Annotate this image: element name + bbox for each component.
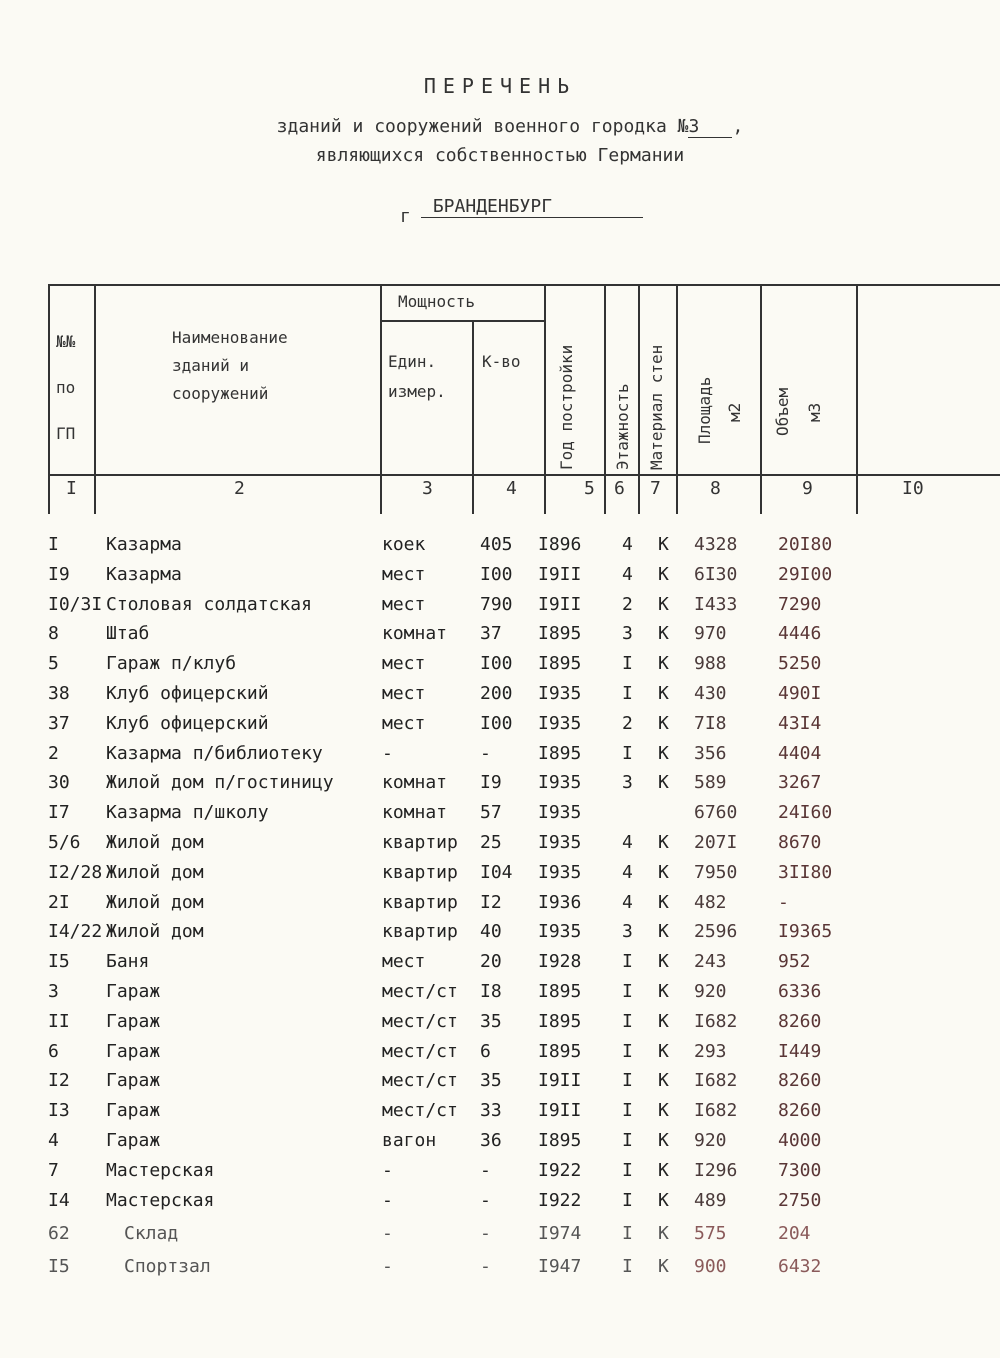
table-row <box>0 653 1000 683</box>
row-area: 970 <box>694 623 727 645</box>
row-quantity: 790 <box>480 593 513 615</box>
row-name: Казарма п/библиотеку <box>106 742 323 764</box>
row-unit: квартир <box>382 891 458 913</box>
row-volume: 490I <box>778 683 822 704</box>
settlement-number: 3 <box>688 116 732 138</box>
row-area: 7950 <box>694 861 738 883</box>
col-number-6: 6 <box>614 478 625 499</box>
row-floors: I <box>622 683 633 704</box>
subtitle-line-1-suffix: , <box>732 116 744 137</box>
row-area: 920 <box>694 981 727 1002</box>
row-unit: - <box>382 1159 393 1181</box>
row-area: 207I <box>694 832 738 853</box>
row-number: I4/22 <box>48 921 103 943</box>
row-volume: 6336 <box>778 981 822 1002</box>
row-year: I895 <box>538 981 582 1002</box>
col-area-l1: Площадь <box>695 376 714 444</box>
row-quantity: - <box>480 1222 491 1244</box>
row-material: К <box>658 1189 669 1211</box>
row-floors: 4 <box>622 534 633 555</box>
col-border-7 <box>676 284 678 514</box>
row-area: 243 <box>694 951 727 973</box>
col-number-10: I0 <box>902 478 924 499</box>
table-row <box>0 1190 1000 1220</box>
row-name: Мастерская <box>106 1189 215 1211</box>
row-material: К <box>658 742 669 764</box>
col-border-1 <box>94 284 96 514</box>
row-number: 30 <box>48 772 70 794</box>
row-year: I922 <box>538 1189 582 1211</box>
table-row <box>0 1160 1000 1190</box>
row-floors: 4 <box>622 563 633 585</box>
row-volume: 7300 <box>778 1159 822 1181</box>
row-quantity: 57 <box>480 802 502 824</box>
col-number-9: 9 <box>802 478 813 499</box>
col-no-l2: по <box>56 378 76 397</box>
row-volume: 4000 <box>778 1130 822 1151</box>
col-border-8 <box>760 284 762 514</box>
col-number-2: 2 <box>234 478 245 499</box>
row-year: I936 <box>538 891 582 913</box>
city-name: БРАНДЕНБУРГ <box>421 196 643 218</box>
col-volume-l2: м3 <box>805 402 824 422</box>
row-area: I682 <box>694 1070 738 1092</box>
row-unit: - <box>382 742 393 764</box>
row-floors: I <box>622 1040 633 1062</box>
row-name: Казарма п/школу <box>106 802 269 824</box>
row-volume: 3267 <box>778 772 822 794</box>
row-area: 589 <box>694 772 727 794</box>
row-unit: - <box>382 1222 393 1244</box>
row-floors: I <box>622 951 633 973</box>
row-year: I9II <box>538 1070 582 1092</box>
row-material: К <box>658 563 669 585</box>
row-material: К <box>658 683 669 704</box>
row-material: К <box>658 832 669 853</box>
table-header <box>48 284 1000 516</box>
row-name: Жилой дом <box>106 921 204 943</box>
row-quantity: - <box>480 1189 491 1211</box>
table-row <box>0 1041 1000 1071</box>
row-material: К <box>658 1222 669 1244</box>
city-line <box>400 196 643 227</box>
row-name: Гараж <box>106 1130 161 1151</box>
row-unit: мест/ст <box>382 981 458 1002</box>
subtitle-line-2: являющихся собственностью Германии <box>315 145 685 166</box>
row-volume: 2750 <box>778 1189 822 1211</box>
row-year: I935 <box>538 772 582 794</box>
row-volume: 24I60 <box>778 802 833 824</box>
row-volume: 6432 <box>778 1255 822 1277</box>
row-area: 6I30 <box>694 563 738 585</box>
row-unit: квартир <box>382 921 458 943</box>
row-material: К <box>658 534 669 555</box>
table-row <box>0 921 1000 951</box>
table-row <box>0 951 1000 981</box>
table-row <box>0 594 1000 624</box>
row-name: Гараж <box>106 981 161 1002</box>
row-volume: 43I4 <box>778 712 822 734</box>
row-year: I935 <box>538 832 582 853</box>
row-unit: мест <box>382 593 426 615</box>
row-material: К <box>658 623 669 645</box>
col-border-3 <box>472 320 474 514</box>
row-year: I895 <box>538 623 582 645</box>
row-number: 3 <box>48 981 59 1002</box>
row-floors: 4 <box>622 832 633 853</box>
table-row <box>0 743 1000 773</box>
col-no-l1: №№ <box>56 332 76 351</box>
row-area: 6760 <box>694 802 738 824</box>
row-area: I433 <box>694 593 738 615</box>
row-material: К <box>658 593 669 615</box>
col-border-9 <box>856 284 858 514</box>
row-year: I935 <box>538 683 582 704</box>
row-year: I9II <box>538 563 582 585</box>
row-volume: 952 <box>778 951 811 973</box>
table-row <box>0 534 1000 564</box>
row-material: К <box>658 712 669 734</box>
row-floors: I <box>622 1255 633 1277</box>
row-number: 7 <box>48 1159 59 1181</box>
col-number-1: I <box>66 478 77 499</box>
row-material: К <box>658 653 669 675</box>
power-subheader-border <box>382 320 546 322</box>
row-volume: 20I80 <box>778 534 833 555</box>
row-area: 489 <box>694 1189 727 1211</box>
row-name: Жилой дом <box>106 891 204 913</box>
row-number: II <box>48 1010 70 1032</box>
col-material: Материал стен <box>647 344 666 470</box>
row-volume: I449 <box>778 1040 822 1062</box>
table-row <box>0 1100 1000 1130</box>
row-unit: мест <box>382 653 426 675</box>
row-material: К <box>658 1159 669 1181</box>
row-area: 430 <box>694 683 727 704</box>
row-area: 4328 <box>694 534 738 555</box>
row-unit: мест <box>382 712 426 734</box>
row-unit: коек <box>382 534 426 555</box>
row-area: I296 <box>694 1159 738 1181</box>
table-row <box>0 564 1000 594</box>
subtitle-line-1-text: зданий и сооружений военного городка № <box>276 116 689 137</box>
row-unit: мест <box>382 951 426 973</box>
row-number: I5 <box>48 1255 70 1277</box>
row-material: К <box>658 772 669 794</box>
row-year: I895 <box>538 653 582 675</box>
row-year: I935 <box>538 861 582 883</box>
row-volume: 4404 <box>778 742 822 764</box>
row-quantity: I00 <box>480 563 513 585</box>
row-floors: 3 <box>622 772 633 794</box>
row-year: I895 <box>538 1010 582 1032</box>
table-row <box>0 713 1000 743</box>
row-name: Гараж <box>106 1100 161 1122</box>
row-number: I3 <box>48 1100 70 1122</box>
row-number: 8 <box>48 623 59 645</box>
col-border-2 <box>380 284 382 514</box>
row-number: I5 <box>48 951 70 973</box>
table-row <box>0 892 1000 922</box>
row-quantity: - <box>480 742 491 764</box>
row-quantity: I00 <box>480 712 513 734</box>
row-quantity: 40 <box>480 921 502 943</box>
col-power: Мощность <box>398 292 476 311</box>
row-material: К <box>658 1255 669 1277</box>
row-unit: мест <box>382 563 426 585</box>
row-unit: мест/ст <box>382 1070 458 1092</box>
row-quantity: 20 <box>480 951 502 973</box>
row-unit: - <box>382 1189 393 1211</box>
row-number: I2/28 <box>48 861 103 883</box>
row-material: К <box>658 891 669 913</box>
row-quantity: 200 <box>480 683 513 704</box>
row-volume: 3II80 <box>778 861 833 883</box>
row-number: 6 <box>48 1040 59 1062</box>
col-name-l3: сооружений <box>172 384 269 403</box>
col-name-l1: Наименование <box>172 328 288 347</box>
row-name: Мастерская <box>106 1159 215 1181</box>
row-name: Склад <box>124 1222 179 1244</box>
row-floors: I <box>622 981 633 1002</box>
row-floors: 2 <box>622 712 633 734</box>
row-floors: 3 <box>622 623 633 645</box>
row-year: I935 <box>538 802 582 824</box>
row-name: Клуб офицерский <box>106 712 269 734</box>
table-row <box>0 1256 1000 1286</box>
row-year: I895 <box>538 1040 582 1062</box>
row-volume: 8260 <box>778 1070 822 1092</box>
row-year: I935 <box>538 921 582 943</box>
row-unit: мест/ст <box>382 1100 458 1122</box>
row-floors: 4 <box>622 861 633 883</box>
row-number: 2 <box>48 742 59 764</box>
city-prefix: г <box>400 206 411 227</box>
row-floors: 3 <box>622 921 633 943</box>
row-area: 482 <box>694 891 727 913</box>
row-name: Столовая солдатская <box>106 593 312 615</box>
table-row <box>0 862 1000 892</box>
table-row <box>0 832 1000 862</box>
row-number: I9 <box>48 563 70 585</box>
row-name: Клуб офицерский <box>106 683 269 704</box>
col-number-4: 4 <box>506 478 517 499</box>
row-number: 5 <box>48 653 59 675</box>
row-year: I935 <box>538 712 582 734</box>
row-floors: I <box>622 1159 633 1181</box>
row-volume: 7290 <box>778 593 822 615</box>
row-floors: I <box>622 1130 633 1151</box>
row-number: 38 <box>48 683 70 704</box>
row-material: К <box>658 1130 669 1151</box>
row-year: I9II <box>538 1100 582 1122</box>
row-name: Гараж <box>106 1010 161 1032</box>
row-quantity: 35 <box>480 1070 502 1092</box>
row-quantity: 36 <box>480 1130 502 1151</box>
row-year: I947 <box>538 1255 582 1277</box>
row-year: I922 <box>538 1159 582 1181</box>
col-floors: Этажность <box>613 383 632 470</box>
row-number: I7 <box>48 802 70 824</box>
col-number-5: 5 <box>584 478 595 499</box>
row-unit: вагон <box>382 1130 437 1151</box>
row-area: I682 <box>694 1100 738 1122</box>
row-year: I895 <box>538 1130 582 1151</box>
table-row <box>0 772 1000 802</box>
row-volume: 8260 <box>778 1010 822 1032</box>
row-floors: I <box>622 742 633 764</box>
col-no-l3: ГП <box>56 424 76 443</box>
row-material: К <box>658 1040 669 1062</box>
col-unit-l1: Един. <box>388 352 437 371</box>
row-name: Жилой дом <box>106 861 204 883</box>
row-number: 4 <box>48 1130 59 1151</box>
row-unit: квартир <box>382 861 458 883</box>
row-number: I2 <box>48 1070 70 1092</box>
row-material: К <box>658 1070 669 1092</box>
row-name: Баня <box>106 951 150 973</box>
row-quantity: 33 <box>480 1100 502 1122</box>
col-number-3: 3 <box>422 478 433 499</box>
row-number: 5/6 <box>48 832 81 853</box>
row-quantity: I04 <box>480 861 513 883</box>
row-year: I896 <box>538 534 582 555</box>
row-unit: квартир <box>382 832 458 853</box>
col-unit-l2: измер. <box>388 382 446 401</box>
row-volume: - <box>778 891 789 913</box>
row-quantity: 25 <box>480 832 502 853</box>
row-name: Казарма <box>106 563 182 585</box>
row-area: 2596 <box>694 921 738 943</box>
row-year: I974 <box>538 1222 582 1244</box>
row-name: Штаб <box>106 623 150 645</box>
col-border-0 <box>48 284 50 514</box>
row-volume: 8670 <box>778 832 822 853</box>
row-unit: комнат <box>382 772 448 794</box>
row-unit: комнат <box>382 623 448 645</box>
row-quantity: I8 <box>480 981 502 1002</box>
row-quantity: 37 <box>480 623 502 645</box>
row-floors: I <box>622 1100 633 1122</box>
row-unit: мест/ст <box>382 1040 458 1062</box>
row-area: I682 <box>694 1010 738 1032</box>
col-volume-l1: Объем <box>773 387 792 436</box>
row-number: 2I <box>48 891 70 913</box>
row-area: 988 <box>694 653 727 675</box>
row-unit: - <box>382 1255 393 1277</box>
row-unit: комнат <box>382 802 448 824</box>
table-row <box>0 981 1000 1011</box>
row-year: I895 <box>538 742 582 764</box>
row-material: К <box>658 1010 669 1032</box>
row-material: К <box>658 951 669 973</box>
row-material: К <box>658 861 669 883</box>
row-floors: I <box>622 1070 633 1092</box>
row-quantity: - <box>480 1159 491 1181</box>
row-area: 575 <box>694 1222 727 1244</box>
row-number: I0/3I <box>48 593 103 615</box>
row-area: 293 <box>694 1040 727 1062</box>
row-number: 62 <box>48 1222 70 1244</box>
row-name: Гараж <box>106 1040 161 1062</box>
row-material: К <box>658 981 669 1002</box>
row-volume: 29I00 <box>778 563 833 585</box>
row-quantity: 35 <box>480 1010 502 1032</box>
row-name: Спортзал <box>124 1255 211 1277</box>
table-row <box>0 1130 1000 1160</box>
row-volume: 204 <box>778 1222 811 1244</box>
col-border-5 <box>604 284 606 514</box>
row-name: Казарма <box>106 534 182 555</box>
row-area: 7I8 <box>694 712 727 734</box>
row-quantity: I9 <box>480 772 502 794</box>
row-volume: 5250 <box>778 653 822 675</box>
col-number-8: 8 <box>710 478 721 499</box>
row-number: 37 <box>48 712 70 734</box>
row-floors: I <box>622 1010 633 1032</box>
col-number-7: 7 <box>650 478 661 499</box>
row-area: 920 <box>694 1130 727 1151</box>
row-number: I4 <box>48 1189 70 1211</box>
col-area-l2: м2 <box>725 402 744 422</box>
row-year: I9II <box>538 593 582 615</box>
row-number: I <box>48 534 59 555</box>
row-floors: I <box>622 1189 633 1211</box>
row-area: 356 <box>694 742 727 764</box>
table-row <box>0 683 1000 713</box>
row-name: Гараж <box>106 1070 161 1092</box>
row-floors: I <box>622 1222 633 1244</box>
row-volume: I9365 <box>778 921 833 943</box>
row-area: 900 <box>694 1255 727 1277</box>
row-volume: 4446 <box>778 623 822 645</box>
row-name: Гараж п/клуб <box>106 653 237 675</box>
row-quantity: 6 <box>480 1040 491 1062</box>
col-border-6 <box>638 284 640 514</box>
table-row <box>0 1070 1000 1100</box>
row-material: К <box>658 921 669 943</box>
col-border-4 <box>544 284 546 514</box>
table-row <box>0 623 1000 653</box>
table-row <box>0 1223 1000 1253</box>
row-material: К <box>658 1100 669 1122</box>
col-name-l2: зданий и <box>172 356 250 375</box>
row-volume: 8260 <box>778 1100 822 1122</box>
document-title: ПЕРЕЧЕНЬ <box>423 74 577 98</box>
row-floors: 4 <box>622 891 633 913</box>
table-row <box>0 802 1000 832</box>
row-quantity: I2 <box>480 891 502 913</box>
row-quantity: 405 <box>480 534 513 555</box>
row-floors: 2 <box>622 593 633 615</box>
row-floors: I <box>622 653 633 675</box>
row-year: I928 <box>538 951 582 973</box>
col-qty: К-во <box>482 352 521 371</box>
subtitle-line-1 <box>0 116 1000 138</box>
row-quantity: - <box>480 1255 491 1277</box>
row-unit: мест/ст <box>382 1010 458 1032</box>
row-name: Жилой дом п/гостиницу <box>106 772 334 794</box>
table-row <box>0 1011 1000 1041</box>
row-unit: мест <box>382 683 426 704</box>
row-name: Жилой дом <box>106 832 204 853</box>
col-year: Год постройки <box>557 344 576 470</box>
row-quantity: I00 <box>480 653 513 675</box>
